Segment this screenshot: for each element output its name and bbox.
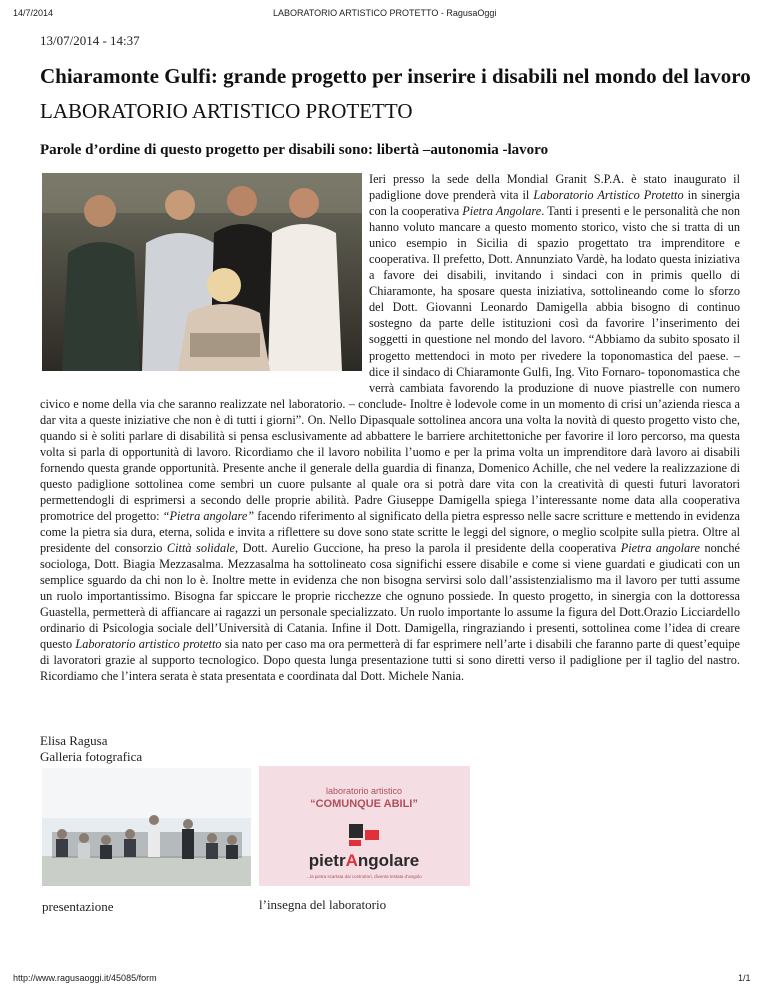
article-text-5: , Dott. Aurelio Guccione, ha preso la parola il presidente della cooperativa [234, 541, 621, 556]
article-text-6: nonché sociologa, Dott. Biagia Mezzasalma. Mezzasalma ha sottolineato cosa significhi essere disabile e come si viene guardati e giudicati con un semplice sguardo da chi non lo è. Inoltre mette in evidenza che non bisogna servirsi solo dall’assistenzialismo ma il lavoro per tutti assume un ruolo importantissimo. Bisogna far spiccare le proprie ricchezze che ognuno possiede. In questo progetto, in sinergia con la dottoressa Guastella, permetterà di affiancare ai ragazzi un personale specializzato. Un ruolo importante lo assume la figura del Dott.Orazio Licciardello ordinario di Psicologia sociale dell’Università di Catania. Infine il Dott. Damigella, ringraziando i presenti, sottolinea come l’idea di creare questo [40, 541, 740, 652]
article-text-1: Ieri presso la sede della Mondial Granit S.P.A. è stato inaugurato il padiglione dove prenderà vita il [369, 172, 740, 203]
lab-sign-image [259, 766, 470, 886]
article-body [40, 171, 740, 685]
author-block [40, 733, 142, 765]
article-text-2: in sinergia con la cooperativa [369, 188, 741, 219]
page-number: 1/1 [738, 973, 751, 983]
sign-tagline: ...la pietra scartata dai costruttori, diventa testata d’angolo [306, 874, 422, 879]
caption-presentazione: presentazione [42, 899, 114, 914]
article-em-1: Laboratorio Artistico Protetto [533, 188, 684, 203]
article-kicker: Parole d’ordine di questo progetto per disabili sono: libertà –autonomia -lavoro [40, 142, 549, 158]
article-em-4: Città solidale [166, 541, 235, 556]
print-date: 14/7/2014 [13, 8, 54, 18]
gallery-label: Galleria fotografica [40, 749, 143, 764]
footer-url: http://www.ragusaoggi.it/45085/form [13, 973, 157, 983]
sign-main-text: “COMUNQUE ABILI” [310, 798, 418, 810]
gallery-thumb-presentazione[interactable] [42, 768, 251, 886]
caption-insegna: l’insegna del laboratorio [259, 897, 387, 912]
sign-small-text: laboratorio artistico [325, 786, 403, 796]
presentation-photo-image [42, 768, 251, 886]
article-em-6: Laboratorio artistico protetto [75, 637, 222, 652]
gallery-thumb-insegna[interactable] [259, 766, 470, 886]
author-name: Elisa Ragusa [40, 733, 108, 748]
article-headline: Chiaramonte Gulfi: grande progetto per inserire i disabili nel mondo del lavoro [40, 64, 751, 88]
photo-spacer [40, 171, 369, 385]
article-text-4: facendo riferimento al significato della pietra espresso nelle sacre scritture e mettendo in evidenza come la pietra sia dura, eterna, solida e invita a riflettere su dove sono state scritte le leggi del signore, o meglio scolpite sulla pietra. Oltre al presidente del consorzio [40, 508, 740, 556]
print-header-title: LABORATORIO ARTISTICO PROTETTO - RagusaOggi [273, 8, 497, 18]
article-text-3: . Tanti i presenti e le personalità che non hanno voluto mancare a questo momento storico, visto che si tratta di un unico esempio in Sicilia di spazio progettato tra imprenditore e cooperativa. Il prefetto, Dott. Annunziato Vardè, ha lodato questa iniziativa a favore dei disabili, invitando i sindaci con in primis quello di Chiaramonte, ha sposare questa iniziativa, sottolineando come lo sforzo del Dott. Giovanni Leonardo Damigella abbia bisogno di continuo sostegno da parte delle istituzioni così da favorire l’inserimento dei soggetti in questione nel mondo del lavoro. “Abbiamo da subito sposato il progetto mettendoci in moto per rivedere la toponomastica del paese. – dice il sindaco di Chiaramonte Gulfi, Ing. Vito Fornaro- toponomastica che verrà cambiata favorendo la produzione di nuove piastrelle con numero civico e nome della via che saranno realizzate nel laboratorio. – conclude- Inoltre è lodevole come in un momento di crisi un’azienda riesca a dar vita a queste iniziative che non è di tutti i giorni”. On. Nello Dipasquale sottolinea ancora una volta la novità di questo progetto visto che, quando si è soliti parlare di disabilità si pensa esclusivamente ad abbattere le barriere architettoniche per favorire il loro percorso, ma questa volta si parla di opportunità di lavoro. Ricordiamo che il lavoro nobilita l’uomo e per la prima volta un imprenditore darà lavoro ai disabili fornendo questa grande opportunità. Presente anche il generale della guardia di finanza, Domenico Achille, che nel vedere la realizzazione di questo padiglione sottolinea come sembri un cuore pulsante al quale ora si potrà dare vita con la creatività di questi futuri lavoratori permettendogli di esprimersi a secondo delle proprie abilità. Padre Giuseppe Damigella spiega l’interessante nome data alla cooperativa promotrice del progetto: [40, 204, 740, 523]
article-subhead: LABORATORIO ARTISTICO PROTETTO [40, 99, 413, 123]
sign-logo-text: pietrAngolare [308, 851, 420, 870]
article-em-5: Pietra angolare [620, 541, 700, 556]
article-em-2: Pietra Angolare [462, 204, 542, 219]
article-text-7: sia nato per caso ma ora permetterà di far esprimere nell’arte i disabili che faranno parte di quest’equipe di lavoratori grazie al supporto tecnologico. Dopo questa lunga presentazione tutti si sono diretti verso il padiglione per il taglio del nastro. Ricordiamo che l’intera serata è stata presentata e coordinata dal Dott. Michele Nania. [40, 637, 740, 684]
article-em-3: “Pietra angolare” [162, 508, 255, 523]
post-date: 13/07/2014 - 14:37 [40, 33, 140, 48]
